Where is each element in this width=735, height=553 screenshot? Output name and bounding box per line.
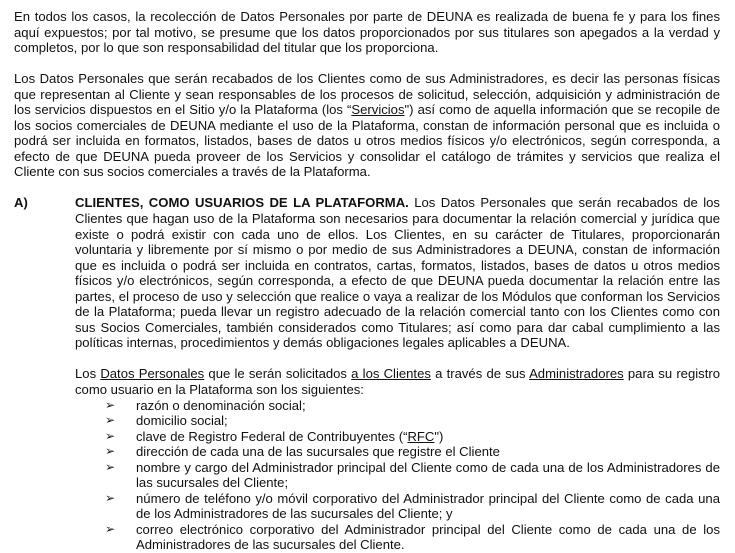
arrow-bullet-icon: ➢ xyxy=(105,444,116,459)
required-data-intro xyxy=(75,366,720,397)
paragraph-text: ") así como de aquella información que se recopile de los socios comerciales de DEUNA mediante el uso de la Plataforma, constan de información personal que es incluida o podrá ser incluida en formatos, listados, bases de datos u otros medios físicos y/o electrónicos, según corresponda, a efecto de que DEUNA pueda proveer de los Servicios y consolidar el catálogo de trámites y servicios que realiza el Cliente con sus socios comerciales a través de la Plataforma. xyxy=(14,102,720,180)
arrow-bullet-icon: ➢ xyxy=(105,428,116,443)
section-body-text: Los Datos Personales que serán recabados de los Clientes que hagan uso de la Plataforma son necesarios para documentar la relación comercial y jurídica que existe o podrá existir con cada uno de ellos. Los Clientes, en su carácter de Titulares, proporcionarán voluntaria y libremente por sí mismo o por medio de sus Administradores a DEUNA, constan de información que es incluida o podrá ser incluida en contratos, cartas, formatos, listados, bases de datos u otros medios físicos y/o electrónicos, según corresponda, a efecto de que DEUNA pueda documentar la relación entre las partes, el proceso de uso y selección que realice o vaya a realizar de los Módulos que conforman los Servicios de la Plataforma; pueda llevar un registro adecuado de la relación comercial tanto con los Clientes como con sus Socios Comerciales, también considerados como Titulares; así como para dar cabal cumplimiento a las políticas internas, procedimientos y demás obligaciones legales aplicables a DEUNA. xyxy=(75,195,720,351)
list-item xyxy=(75,522,720,553)
list-item-text: clave de Registro Federal de Contribuyentes (“ xyxy=(136,428,408,444)
list-item-text: número de teléfono y/o móvil corporativo del Administrador principal del Cliente como de cada una de los Administradores de las sucursales del Cliente; y xyxy=(136,490,720,522)
list-item-text: ") xyxy=(434,428,444,444)
section-a-body xyxy=(75,195,720,350)
datos-personales-term: Datos Personales xyxy=(100,366,205,382)
paragraph-text: Los Datos Personales que serán recabados de los Clientes como de sus Administradores, es decir las personas físicas que representan al Cliente y sean responsables de los procesos de solicitud, selección, adquisición y administración de los servicios dispuestos en el Sitio y/o la Plataforma (los “ xyxy=(14,71,720,118)
arrow-bullet-icon: ➢ xyxy=(105,490,116,505)
rfc-term: RFC xyxy=(407,428,435,444)
intro-text: para su registro como usuario en la Plataforma son los siguientes: xyxy=(75,366,720,397)
arrow-bullet-icon: ➢ xyxy=(105,521,116,536)
document-page xyxy=(14,9,720,553)
intro-text: a través de sus xyxy=(430,366,530,382)
section-label: A) xyxy=(14,195,28,211)
servicios-defined-term: Servicios xyxy=(351,102,405,118)
list-item-text: nombre y cargo del Administrador principal del Cliente como de cada una de los Administradores de las sucursales del Cliente; xyxy=(136,459,720,491)
a-los-clientes-term: a los Clientes xyxy=(351,366,431,382)
list-item xyxy=(75,398,720,414)
list-item-text: domicilio social; xyxy=(136,413,228,429)
list-item-text: dirección de cada una de las sucursales que registre el Cliente xyxy=(136,444,500,460)
list-item xyxy=(75,491,720,522)
intro-text: que le serán solicitados xyxy=(204,366,352,382)
required-data-list xyxy=(75,398,720,553)
section-heading: CLIENTES, COMO USUARIOS DE LA PLATAFORMA. xyxy=(75,195,409,211)
list-item xyxy=(75,460,720,491)
administradores-term: Administradores xyxy=(529,366,624,382)
arrow-bullet-icon: ➢ xyxy=(105,397,116,412)
section-a xyxy=(14,195,720,553)
intro-paragraph: En todos los casos, la recolección de Datos Personales por parte de DEUNA es realizada de buena fe y para los fines aquí expuestos; por tal motivo, se presume que los datos proporcionados por sus titulares son apegados a la verdad y completos, por lo que son responsabilidad del titular que los proporciona. xyxy=(14,9,720,56)
arrow-bullet-icon: ➢ xyxy=(105,413,116,428)
list-item-text: correo electrónico corporativo del Administrador principal del Cliente como de cada una de los Administradores de las sucursales del Cliente. xyxy=(136,521,720,553)
list-item xyxy=(75,413,720,429)
list-item xyxy=(75,429,720,445)
intro-text: Los xyxy=(75,366,101,382)
arrow-bullet-icon: ➢ xyxy=(105,459,116,474)
list-item xyxy=(75,444,720,460)
data-collection-paragraph xyxy=(14,71,720,180)
list-item-text: razón o denominación social; xyxy=(136,397,306,413)
